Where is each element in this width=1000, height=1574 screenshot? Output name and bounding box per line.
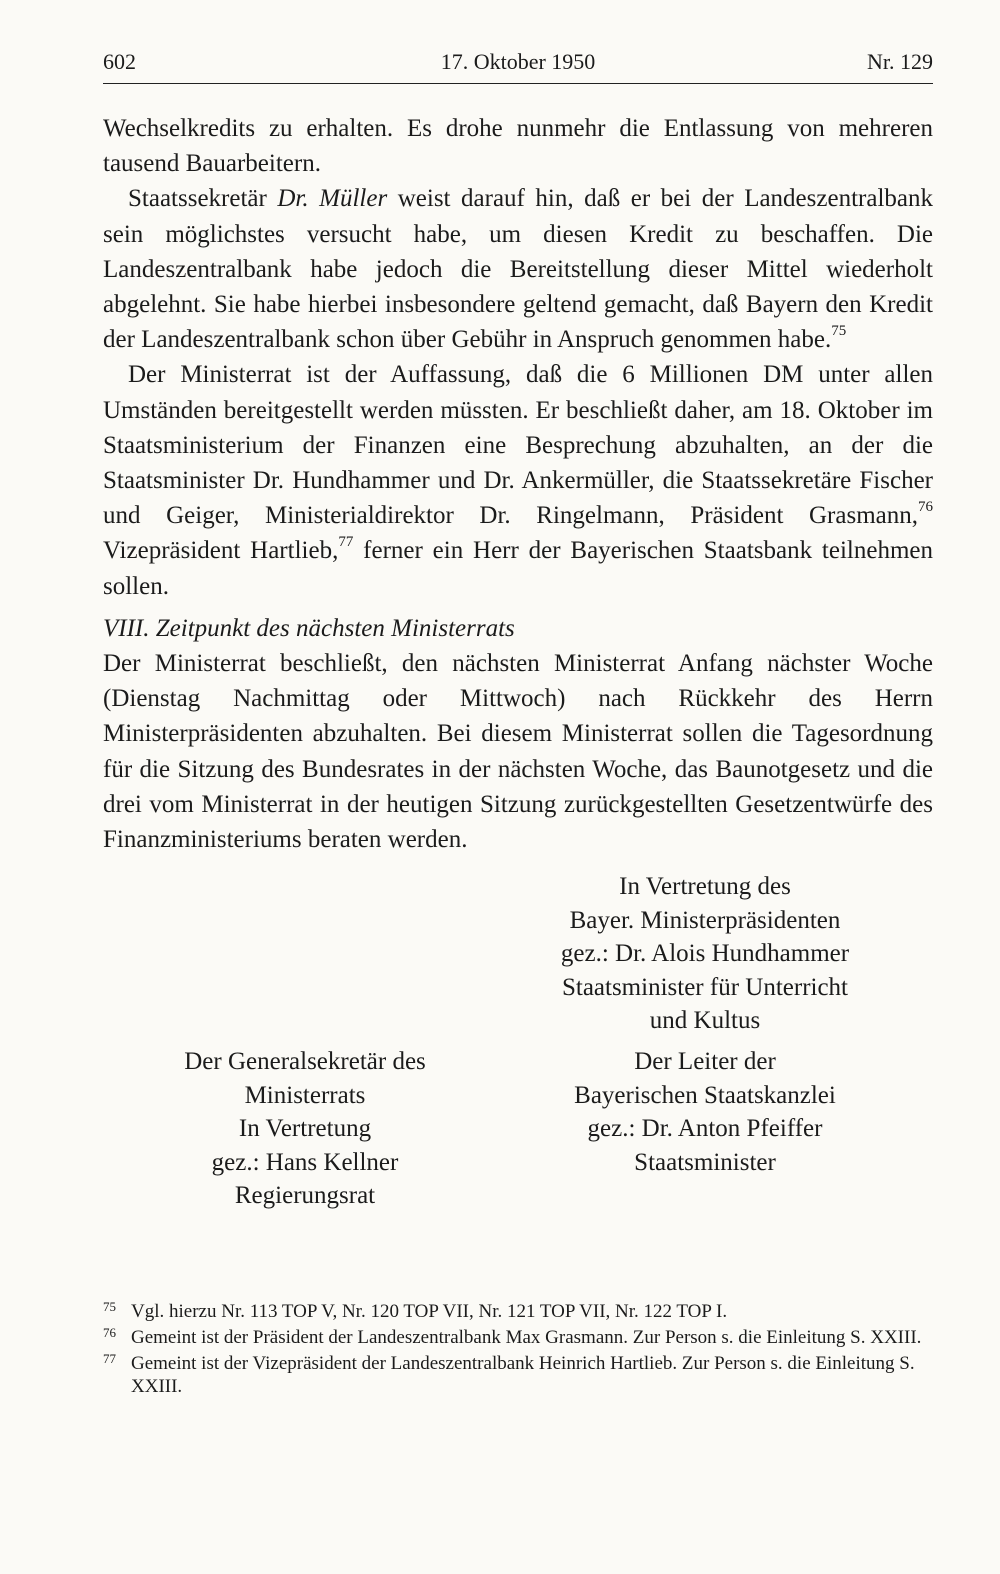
paragraph-2-name: Müller bbox=[319, 185, 388, 213]
footnote-ref-76[interactable]: 76 bbox=[918, 498, 933, 515]
footnote-text: Gemeint ist der Vizepräsident der Landeszentralbank Heinrich Hartlieb. Zur Person s. die Einleitung S. XXIII. bbox=[131, 1353, 915, 1397]
paragraph-2-pre: Staatssekretär bbox=[128, 185, 278, 213]
footnote-76 bbox=[103, 1326, 933, 1349]
signature-line: Der Leiter der bbox=[634, 1048, 776, 1075]
section-heading: VIII. Zeitpunkt des nächsten Ministerrats bbox=[103, 614, 515, 642]
signature-block-right-bottom bbox=[540, 1045, 870, 1179]
paragraph-1: Wechselkredits zu erhalten. Es drohe nunmehr die Entlassung von mehreren tausend Bauarbeitern. bbox=[103, 115, 933, 178]
signature-line: In Vertretung des bbox=[619, 873, 791, 900]
footnote-mark: 77 bbox=[103, 1351, 116, 1366]
footnote-ref-75[interactable]: 75 bbox=[831, 322, 847, 339]
footnote-text: Vgl. hierzu Nr. 113 TOP V, Nr. 120 TOP VII, Nr. 121 TOP VII, Nr. 122 TOP I. bbox=[131, 1301, 728, 1322]
paragraph-3-c: ferner ein Herr der Bayerischen Staatsbank teilnehmen sollen. bbox=[103, 537, 933, 600]
footnote-text: Gemeint ist der Präsident der Landeszentralbank Max Grasmann. Zur Person s. die Einleitung S. XXIII. bbox=[131, 1327, 922, 1348]
paragraph-4: Der Ministerrat beschließt, den nächsten Ministerrat Anfang nächster Woche (Dienstag Nachmittag oder Mittwoch) nach Rückkehr des Herrn Ministerpräsidenten abzuhalten. Bei diesem Ministerrat sollen die Tagesordnung für die Sitzung des Bundesrates in der nächsten Woche, das Baunotgesetz und die drei vom Ministerrat in der heutigen Sitzung zurückgestellten Gesetzentwürfe des Finanzministeriums beraten werden. bbox=[103, 650, 933, 854]
signature-block-left bbox=[150, 1045, 460, 1213]
header-date: 17. Oktober 1950 bbox=[440, 49, 596, 74]
signature-line: Staatsminister für Unterricht bbox=[561, 973, 849, 1001]
footnote-mark: 75 bbox=[103, 1299, 116, 1314]
signature-line: gez.: Dr. Anton Pfeiffer bbox=[587, 1115, 823, 1142]
paragraph-2-dr: Dr. bbox=[277, 185, 320, 213]
page-header bbox=[103, 48, 933, 78]
signature-line: gez.: Dr. Alois Hundhammer bbox=[560, 940, 850, 967]
signature-line: Bayer. Ministerpräsidenten bbox=[569, 906, 841, 934]
footnote-77 bbox=[103, 1352, 933, 1398]
paragraph-3 bbox=[103, 357, 933, 603]
signature-line: In Vertretung bbox=[238, 1115, 372, 1142]
paragraph-2-post: weist darauf hin, daß er bei der Landeszentralbank sein möglichstes versucht habe, um diesen Kredit zu beschaffen. Die Landeszentralbank habe jedoch die Bereitstellung dieser Mittel wiederholt abgelehnt. Sie habe hierbei insbesondere geltend gemacht, daß Bayern den Kredit der Landeszentralbank schon über Gebühr in Anspruch genommen habe. bbox=[103, 185, 933, 354]
signature-line: gez.: Hans Kellner bbox=[211, 1148, 399, 1176]
page-number: 602 bbox=[103, 49, 136, 74]
paragraph-2 bbox=[103, 181, 933, 357]
signature-line: Ministerrats bbox=[244, 1081, 366, 1109]
signature-line: Staatsminister bbox=[634, 1148, 776, 1176]
paragraph-3-a: Der Ministerrat ist der Auffassung, daß die 6 Millionen DM unter allen Umständen bereitgestellt werden müssten. Er beschließt daher, am 18. Oktober im Staatsministerium der Finanzen eine Besprechung abzuhalten, an der die Staatsminister Dr. Hundhammer und Dr. Ankermüller, die Staatssekretäre Fischer und Geiger, Ministerialdirektor Dr. Ringelmann, Präsident Grasmann, bbox=[103, 361, 933, 530]
header-rule bbox=[103, 83, 933, 84]
main-text bbox=[103, 111, 933, 857]
footnotes bbox=[103, 1300, 933, 1401]
document-number: Nr. 129 bbox=[867, 49, 933, 74]
paragraph-3-b: Vizepräsident Hartlieb, bbox=[103, 537, 339, 565]
footnote-75 bbox=[103, 1300, 933, 1323]
signature-line: und Kultus bbox=[649, 1007, 761, 1034]
signature-line: Bayerischen Staatskanzlei bbox=[574, 1081, 836, 1109]
signature-block-right-top bbox=[540, 870, 870, 1038]
footnote-ref-77[interactable]: 77 bbox=[338, 534, 354, 551]
signature-line: Regierungsrat bbox=[234, 1182, 376, 1209]
signature-line: Der Generalsekretär des bbox=[184, 1048, 426, 1075]
footnote-mark: 76 bbox=[103, 1325, 116, 1340]
